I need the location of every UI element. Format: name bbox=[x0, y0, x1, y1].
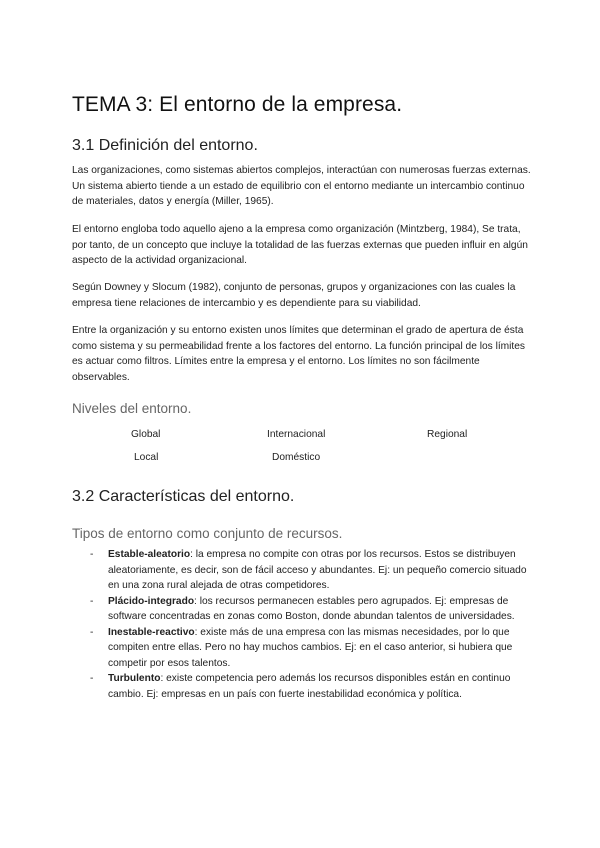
section-heading-caracteristicas: 3.2 Características del entorno. bbox=[72, 488, 295, 505]
nivel-domestico: Doméstico bbox=[272, 452, 321, 463]
tipos-heading: Tipos de entorno como conjunto de recursos. bbox=[72, 526, 343, 541]
paragraph: El entorno engloba todo aquello ajeno a la empresa como organización (Mintzberg, 1984), Se trata, por tanto, de un concepto que incluye la totalidad de las fuerzas externas que pueden influir en algún aspecto de la actividad organizacional. bbox=[72, 224, 528, 266]
tipo-term: Estable-aleatorio bbox=[108, 549, 191, 560]
nivel-regional: Regional bbox=[427, 429, 468, 440]
list-item bbox=[72, 547, 532, 594]
tipo-term: Turbulento bbox=[108, 673, 161, 684]
nivel-local: Local bbox=[134, 452, 159, 463]
document-title: TEMA 3: El entorno de la empresa. bbox=[72, 93, 403, 116]
list-item bbox=[72, 594, 532, 625]
bullet-dash: - bbox=[90, 673, 94, 684]
paragraph: Entre la organización y su entorno existen unos límites que determinan el grado de apertura de ésta como sistema y su permeabilidad frente a los factores del entorno. La función principal de los límites es actuar como filtros. Límites entre la empresa y el entorno. Los límites no son fácilmente observables. bbox=[72, 325, 526, 383]
tipos-list bbox=[72, 547, 532, 702]
tipo-text: : existe más de una empresa con las mismas necesidades, por lo que compiten entre ellas. Pero no hay muchos cambios. Ej: en el caso anterior, si hubiera que competir por esos talentos. bbox=[108, 626, 513, 669]
tipo-text: : los recursos permanecen estables pero agrupados. Ej: empresas de software concentradas en zonas como Boston, donde abundan talentos de universidades. bbox=[108, 595, 515, 622]
niveles-heading: Niveles del entorno. bbox=[72, 401, 192, 416]
list-item bbox=[72, 625, 532, 672]
bullet-dash: - bbox=[90, 626, 94, 638]
tipo-term: Inestable-reactivo bbox=[108, 626, 195, 638]
tipo-term: Plácido-integrado bbox=[108, 595, 195, 607]
bullet-dash: - bbox=[90, 595, 94, 607]
nivel-global: Global bbox=[131, 429, 161, 440]
list-item bbox=[72, 671, 532, 702]
tipo-text: : existe competencia pero además los recursos disponibles están en continuo cambio. Ej: empresas en un país con fuerte inestabilidad económica y política. bbox=[108, 673, 511, 700]
tipo-text: : la empresa no compite con otras por los recursos. Estos se distribuyen aleatoriamente, es decir, son de fácil acceso y abundantes. Ej: un pequeño comercio situado en una zona rural alejada de otras competidores. bbox=[108, 549, 527, 591]
paragraph: Según Downey y Slocum (1982), conjunto de personas, grupos y organizaciones con las cuales la empresa tiene relaciones de intercambio y es dependiente para su viabilidad. bbox=[72, 282, 516, 309]
section-heading-definicion: 3.1 Definición del entorno. bbox=[72, 137, 258, 154]
paragraph: Las organizaciones, como sistemas abiertos complejos, interactúan con numerosas fuerzas externas. Un sistema abierto tiende a un estado de equilibrio con el entorno mediante un intercambio continuo de materiales, datos y energía (Miller, 1965). bbox=[72, 165, 531, 207]
nivel-internacional: Internacional bbox=[267, 429, 326, 440]
bullet-dash: - bbox=[90, 549, 94, 560]
